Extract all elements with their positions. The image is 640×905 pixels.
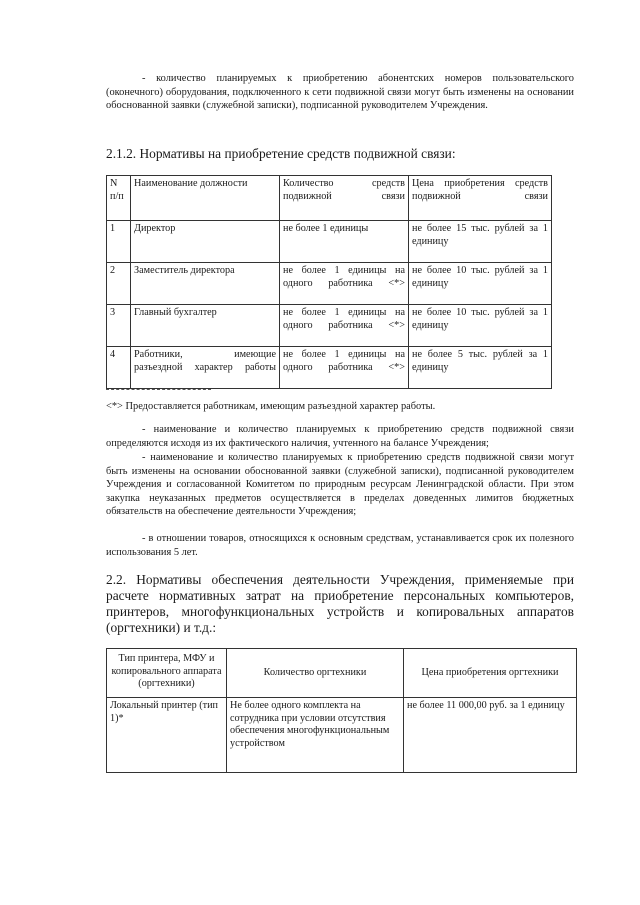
table-row [107, 221, 552, 263]
header-cell: Цена приобретения оргтехники [404, 649, 577, 698]
position-cell: Работники, имеющие разъездной характер работы [131, 347, 280, 389]
price-cell: не более 15 тыс. рублей за 1 единицу [409, 221, 552, 263]
section-2-2-heading: 2.2. Нормативы обеспечения деятельности Учреждения, применяемые при расчете нормативных затрат на приобретение персональных компьютеров, принтеров, многофункциональных устройств и копировальных аппаратов (оргтехники) и т.д.: [106, 572, 574, 635]
position-cell: Директор [131, 221, 280, 263]
price-cell: не более 5 тыс. рублей за 1 единицу [409, 347, 552, 389]
section-2-1-2-heading: 2.1.2. Нормативы на приобретение средств подвижной связи: [106, 146, 456, 161]
header-cell: Наименование должности [131, 176, 280, 221]
table-row [107, 347, 552, 389]
intro-paragraph: - количество планируемых к приобретению абонентских номеров пользовательского (оконечного) оборудования, подключенного к сети подвижной связи могут быть изменены на основании обоснованной заявки (служебной записки), подписанной руководителем Учреждения. [106, 73, 574, 112]
position-cell: Главный бухгалтер [131, 305, 280, 347]
position-cell: Заместитель директора [131, 263, 280, 305]
footnote-divider [106, 389, 211, 390]
header-cell: N п/п [107, 176, 131, 221]
header-cell: Цена приобретения средств подвижной связи [409, 176, 552, 221]
mobile-devices-table [106, 175, 552, 389]
quantity-cell: не более 1 единицы на одного работника <*> [280, 347, 409, 389]
price-cell: не более 10 тыс. рублей за 1 единицу [409, 263, 552, 305]
paragraph: - в отношении товаров, относящихся к основным средствам, устанавливается срок их полезного использования 5 лет. [106, 533, 574, 558]
header-cell: Тип принтера, МФУ и копировального аппарата (оргтехники) [107, 649, 227, 698]
row-number: 3 [107, 305, 131, 347]
price-cell: не более 11 000,00 руб. за 1 единицу [404, 698, 577, 773]
office-equipment-table [106, 648, 577, 773]
price-cell: не более 10 тыс. рублей за 1 единицу [409, 305, 552, 347]
table-row [107, 698, 577, 773]
type-cell: Локальный принтер (тип 1)* [107, 698, 227, 773]
table-row [107, 263, 552, 305]
quantity-cell: не более 1 единицы на одного работника <*> [280, 305, 409, 347]
paragraph: - наименование и количество планируемых к приобретению средств подвижной связи могут быть изменены на основании обоснованной заявки (служебной записки), подписанной руководителем Учреждения и согласованной Комитетом по природным ресурсам Ленинградской области. При этом закупка неуказанных предметов осуществляется в пределах доведенных лимитов бюджетных обязательств на обеспечение деятельности Учреждения; [106, 452, 574, 518]
row-number: 1 [107, 221, 131, 263]
row-number: 2 [107, 263, 131, 305]
table-header-row [107, 649, 577, 698]
quantity-cell: не более 1 единицы на одного работника <*> [280, 263, 409, 305]
header-cell: Количество оргтехники [227, 649, 404, 698]
table-header-row [107, 176, 552, 221]
paragraph: - наименование и количество планируемых к приобретению средств подвижной связи определяются исходя из их фактического наличия, учтенного на балансе Учреждения; [106, 424, 574, 449]
table-row [107, 305, 552, 347]
quantity-cell: Не более одного комплекта на сотрудника при условии отсутствия обеспечения многофункциональным устройством [227, 698, 404, 773]
header-cell: Количество средств подвижной связи [280, 176, 409, 221]
footnote: <*> Предоставляется работникам, имеющим разъездной характер работы. [106, 401, 436, 412]
quantity-cell: не более 1 единицы [280, 221, 409, 263]
row-number: 4 [107, 347, 131, 389]
